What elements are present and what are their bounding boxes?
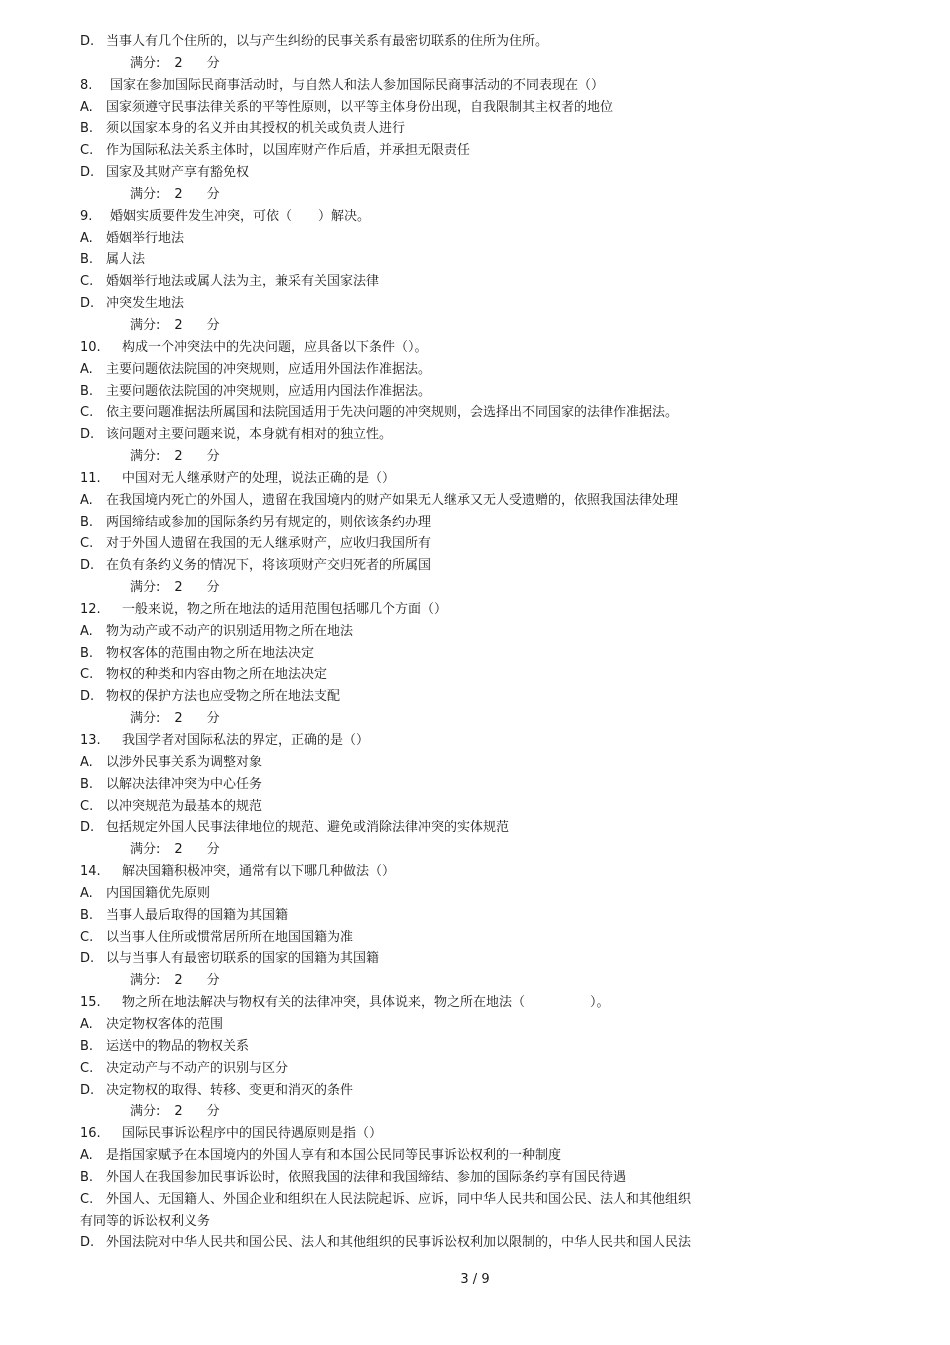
score-unit: 分 xyxy=(206,186,220,202)
option-label: D. xyxy=(80,427,95,443)
option-text: 物权的保护方法也应受物之所在地法支配 xyxy=(106,689,341,705)
option-text: 当事人有几个住所的，以与产生纠纷的民事关系有最密切联系的住所为住所。 xyxy=(106,34,549,49)
option-text: 包括规定外国人民事法律地位的规范、避免或消除法律冲突的实体规范 xyxy=(106,820,510,836)
question-text: 物之所在地法解决与物权有关的法律冲突，具体说来，物之所在地法（ ）。 xyxy=(122,995,610,1011)
score-line xyxy=(80,1101,880,1123)
option-text: 内国国籍优先原则 xyxy=(106,885,211,901)
answer-option xyxy=(80,293,880,315)
option-text: 作为国际私法关系主体时，以国库财产作后盾，并承担无限责任 xyxy=(106,143,471,159)
score-line xyxy=(80,184,880,206)
score-unit: 分 xyxy=(206,55,220,71)
question-text: 解决国籍积极冲突，通常有以下哪几种做法（） xyxy=(122,864,396,880)
answer-option xyxy=(80,796,880,818)
option-text: 属人法 xyxy=(106,252,146,268)
option-label: B. xyxy=(80,907,94,923)
option-text: 以冲突规范为最基本的规范 xyxy=(106,798,263,814)
option-label: C. xyxy=(80,143,94,159)
score-points: 2 xyxy=(174,973,183,989)
answer-option xyxy=(80,883,880,905)
option-text: 国家须遵守民事法律关系的平等性原则，以平等主体身份出现，自我限制其主权者的地位 xyxy=(106,99,614,115)
question-stem xyxy=(80,599,880,621)
answer-option xyxy=(80,424,880,446)
answer-option xyxy=(80,752,880,774)
answer-option xyxy=(80,140,880,162)
score-unit: 分 xyxy=(206,973,220,989)
score-points: 2 xyxy=(174,711,183,727)
score-label: 满分: xyxy=(130,711,161,727)
option-label: D. xyxy=(80,296,95,312)
answer-option xyxy=(80,381,880,403)
question-text: 我国学者对国际私法的界定，正确的是（） xyxy=(122,733,370,748)
question-text: 国际民事诉讼程序中的国民待遇原则是指（） xyxy=(122,1126,383,1142)
option-text: 外国人在我国参加民事诉讼时，依照我国的法律和我国缔结、参加的国际条约享有国民待遇 xyxy=(106,1169,627,1185)
answer-option xyxy=(80,817,880,839)
option-text: 依主要问题准据法所属国和法院国适用于先决问题的冲突规则，会选择出不同国家的法律作准据法。 xyxy=(106,405,679,421)
question-stem xyxy=(80,1123,880,1145)
option-label: D. xyxy=(80,34,95,49)
option-label: A. xyxy=(80,361,93,377)
question-text: 构成一个冲突法中的先决问题，应具备以下条件（）。 xyxy=(122,339,428,355)
score-label: 满分: xyxy=(130,55,161,71)
option-label: C. xyxy=(80,1060,94,1076)
option-label: B. xyxy=(80,514,94,530)
question-stem xyxy=(80,468,880,490)
answer-option xyxy=(80,359,880,381)
score-unit: 分 xyxy=(206,842,220,858)
question-number: 16. xyxy=(80,1126,101,1142)
score-line xyxy=(80,708,880,730)
answer-option xyxy=(80,1145,880,1167)
option-text: 以当事人住所或惯常居所所在地国国籍为准 xyxy=(106,929,354,945)
score-line xyxy=(80,577,880,599)
option-text: 婚姻举行地法 xyxy=(106,230,185,246)
question-text: 国家在参加国际民商事活动时，与自然人和法人参加国际民商事活动的不同表现在（） xyxy=(110,77,605,93)
answer-option xyxy=(80,664,880,686)
score-label: 满分: xyxy=(130,1104,161,1120)
score-points: 2 xyxy=(174,842,183,858)
question-list xyxy=(80,31,880,1254)
answer-option xyxy=(80,490,880,512)
option-text: 对于外国人遗留在我国的无人继承财产，应收归我国所有 xyxy=(106,536,432,552)
answer-option xyxy=(80,31,880,53)
answer-option xyxy=(80,555,880,577)
score-points: 2 xyxy=(174,186,183,202)
answer-option xyxy=(80,621,880,643)
option-text: 须以国家本身的名义并由其授权的机关或负责人进行 xyxy=(106,121,406,137)
answer-option xyxy=(80,402,880,424)
option-label: D. xyxy=(80,1235,95,1251)
answer-option xyxy=(80,927,880,949)
option-text: 是指国家赋予在本国境内的外国人享有和本国公民同等民事诉讼权利的一种制度 xyxy=(106,1148,562,1164)
option-label: C. xyxy=(80,667,94,683)
option-label: D. xyxy=(80,689,95,705)
score-points: 2 xyxy=(174,580,183,596)
option-label: D. xyxy=(80,820,95,836)
option-text: 有同等的诉讼权利义务 xyxy=(80,1213,211,1229)
answer-option xyxy=(80,1080,880,1102)
option-label: B. xyxy=(80,645,94,661)
option-text: 物为动产或不动产的识别适用物之所在地法 xyxy=(106,623,354,639)
option-text: 主要问题依法院国的冲突规则，应适用内国法作准据法。 xyxy=(106,383,432,399)
score-points: 2 xyxy=(174,55,183,71)
question-number: 14. xyxy=(80,864,101,880)
answer-option xyxy=(80,249,880,271)
score-unit: 分 xyxy=(206,1104,220,1120)
answer-option xyxy=(80,948,880,970)
answer-option xyxy=(80,643,880,665)
option-label: C. xyxy=(80,798,94,814)
option-text: 以涉外民事关系为调整对象 xyxy=(106,754,263,770)
answer-option xyxy=(80,1167,880,1189)
option-text: 运送中的物品的物权关系 xyxy=(106,1038,250,1054)
answer-option xyxy=(80,1189,880,1211)
option-text: 该问题对主要问题来说，本身就有相对的独立性。 xyxy=(106,427,393,443)
score-points: 2 xyxy=(174,449,183,465)
option-text: 国家及其财产享有豁免权 xyxy=(106,165,250,181)
option-text: 在我国境内死亡的外国人，遗留在我国境内的财产如果无人继承又无人受遗赠的，依照我国法律处理 xyxy=(106,492,679,508)
answer-option xyxy=(80,1014,880,1036)
score-points: 2 xyxy=(174,1104,183,1120)
score-points: 2 xyxy=(174,317,183,333)
question-number: 15. xyxy=(80,995,101,1011)
option-text: 物权的种类和内容由物之所在地法决定 xyxy=(106,667,328,683)
score-label: 满分: xyxy=(130,317,161,333)
score-unit: 分 xyxy=(206,449,220,465)
option-text: 以解决法律冲突为中心任务 xyxy=(106,776,263,792)
option-text: 外国人、无国籍人、外国企业和组织在人民法院起诉、应诉，同中华人民共和国公民、法人和其他组织 xyxy=(106,1191,692,1207)
option-text: 以与当事人有最密切联系的国家的国籍为其国籍 xyxy=(106,951,380,967)
answer-option xyxy=(80,1232,880,1254)
option-label: B. xyxy=(80,1038,94,1054)
question-text: 婚姻实质要件发生冲突，可依（ ）解决。 xyxy=(110,208,371,224)
option-label: B. xyxy=(80,252,94,268)
option-label: B. xyxy=(80,776,94,792)
option-label: C. xyxy=(80,536,94,552)
score-label: 满分: xyxy=(130,580,161,596)
question-number: 12. xyxy=(80,601,101,617)
answer-option xyxy=(80,228,880,250)
option-text: 当事人最后取得的国籍为其国籍 xyxy=(106,907,289,923)
option-label: B. xyxy=(80,121,94,137)
option-label: C. xyxy=(80,405,94,421)
score-label: 满分: xyxy=(130,449,161,465)
score-label: 满分: xyxy=(130,973,161,989)
question-stem xyxy=(80,861,880,883)
question-stem xyxy=(80,206,880,228)
answer-option xyxy=(80,271,880,293)
answer-option xyxy=(80,533,880,555)
option-label: C. xyxy=(80,929,94,945)
option-text: 在负有条约义务的情况下，将该项财产交归死者的所属国 xyxy=(106,558,432,574)
answer-option xyxy=(80,512,880,534)
answer-option xyxy=(80,162,880,184)
question-text: 一般来说，物之所在地法的适用范围包括哪几个方面（） xyxy=(122,601,448,617)
question-number: 9. xyxy=(80,208,93,224)
option-text: 冲突发生地法 xyxy=(106,296,185,312)
option-label: D. xyxy=(80,1082,95,1098)
option-text: 外国法院对中华人民共和国公民、法人和其他组织的民事诉讼权利加以限制的，中华人民共和国人民法 xyxy=(106,1235,692,1251)
option-label: A. xyxy=(80,230,93,246)
option-label: D. xyxy=(80,951,95,967)
option-label: A. xyxy=(80,885,93,901)
question-stem xyxy=(80,75,880,97)
option-text: 决定物权的取得、转移、变更和消灭的条件 xyxy=(106,1082,354,1098)
option-text: 主要问题依法院国的冲突规则，应适用外国法作准据法。 xyxy=(106,361,432,377)
option-text: 决定动产与不动产的识别与区分 xyxy=(106,1060,289,1076)
score-label: 满分: xyxy=(130,842,161,858)
question-number: 10. xyxy=(80,339,101,355)
question-stem xyxy=(80,992,880,1014)
answer-option xyxy=(80,774,880,796)
question-stem xyxy=(80,337,880,359)
answer-option xyxy=(80,97,880,119)
score-line xyxy=(80,53,880,75)
option-text: 婚姻举行地法或属人法为主，兼采有关国家法律 xyxy=(106,274,380,290)
option-continuation xyxy=(80,1211,880,1233)
option-label: D. xyxy=(80,165,95,181)
question-number: 11. xyxy=(80,470,101,486)
score-unit: 分 xyxy=(206,711,220,727)
option-label: A. xyxy=(80,1016,93,1032)
option-label: A. xyxy=(80,99,93,115)
answer-option xyxy=(80,1036,880,1058)
score-line xyxy=(80,315,880,337)
option-label: A. xyxy=(80,754,93,770)
option-label: B. xyxy=(80,1169,94,1185)
option-label: A. xyxy=(80,623,93,639)
option-label: D. xyxy=(80,558,95,574)
score-line xyxy=(80,839,880,861)
question-text: 中国对无人继承财产的处理，说法正确的是（） xyxy=(122,470,396,486)
question-stem xyxy=(80,730,880,752)
answer-option xyxy=(80,1058,880,1080)
option-label: C. xyxy=(80,274,94,290)
page-number: 3 / 9 xyxy=(460,1272,490,1287)
score-label: 满分: xyxy=(130,186,161,202)
option-label: C. xyxy=(80,1191,94,1207)
option-text: 物权客体的范围由物之所在地法决定 xyxy=(106,645,315,661)
option-label: B. xyxy=(80,383,94,399)
option-label: A. xyxy=(80,492,93,508)
question-number: 8. xyxy=(80,77,93,93)
answer-option xyxy=(80,686,880,708)
score-line xyxy=(80,446,880,468)
score-unit: 分 xyxy=(206,580,220,596)
option-label: A. xyxy=(80,1148,93,1164)
score-line xyxy=(80,970,880,992)
option-text: 决定物权客体的范围 xyxy=(106,1016,224,1032)
answer-option xyxy=(80,118,880,140)
option-text: 两国缔结或参加的国际条约另有规定的，则依该条约办理 xyxy=(106,514,432,530)
answer-option xyxy=(80,905,880,927)
question-number: 13. xyxy=(80,733,101,748)
score-unit: 分 xyxy=(206,317,220,333)
